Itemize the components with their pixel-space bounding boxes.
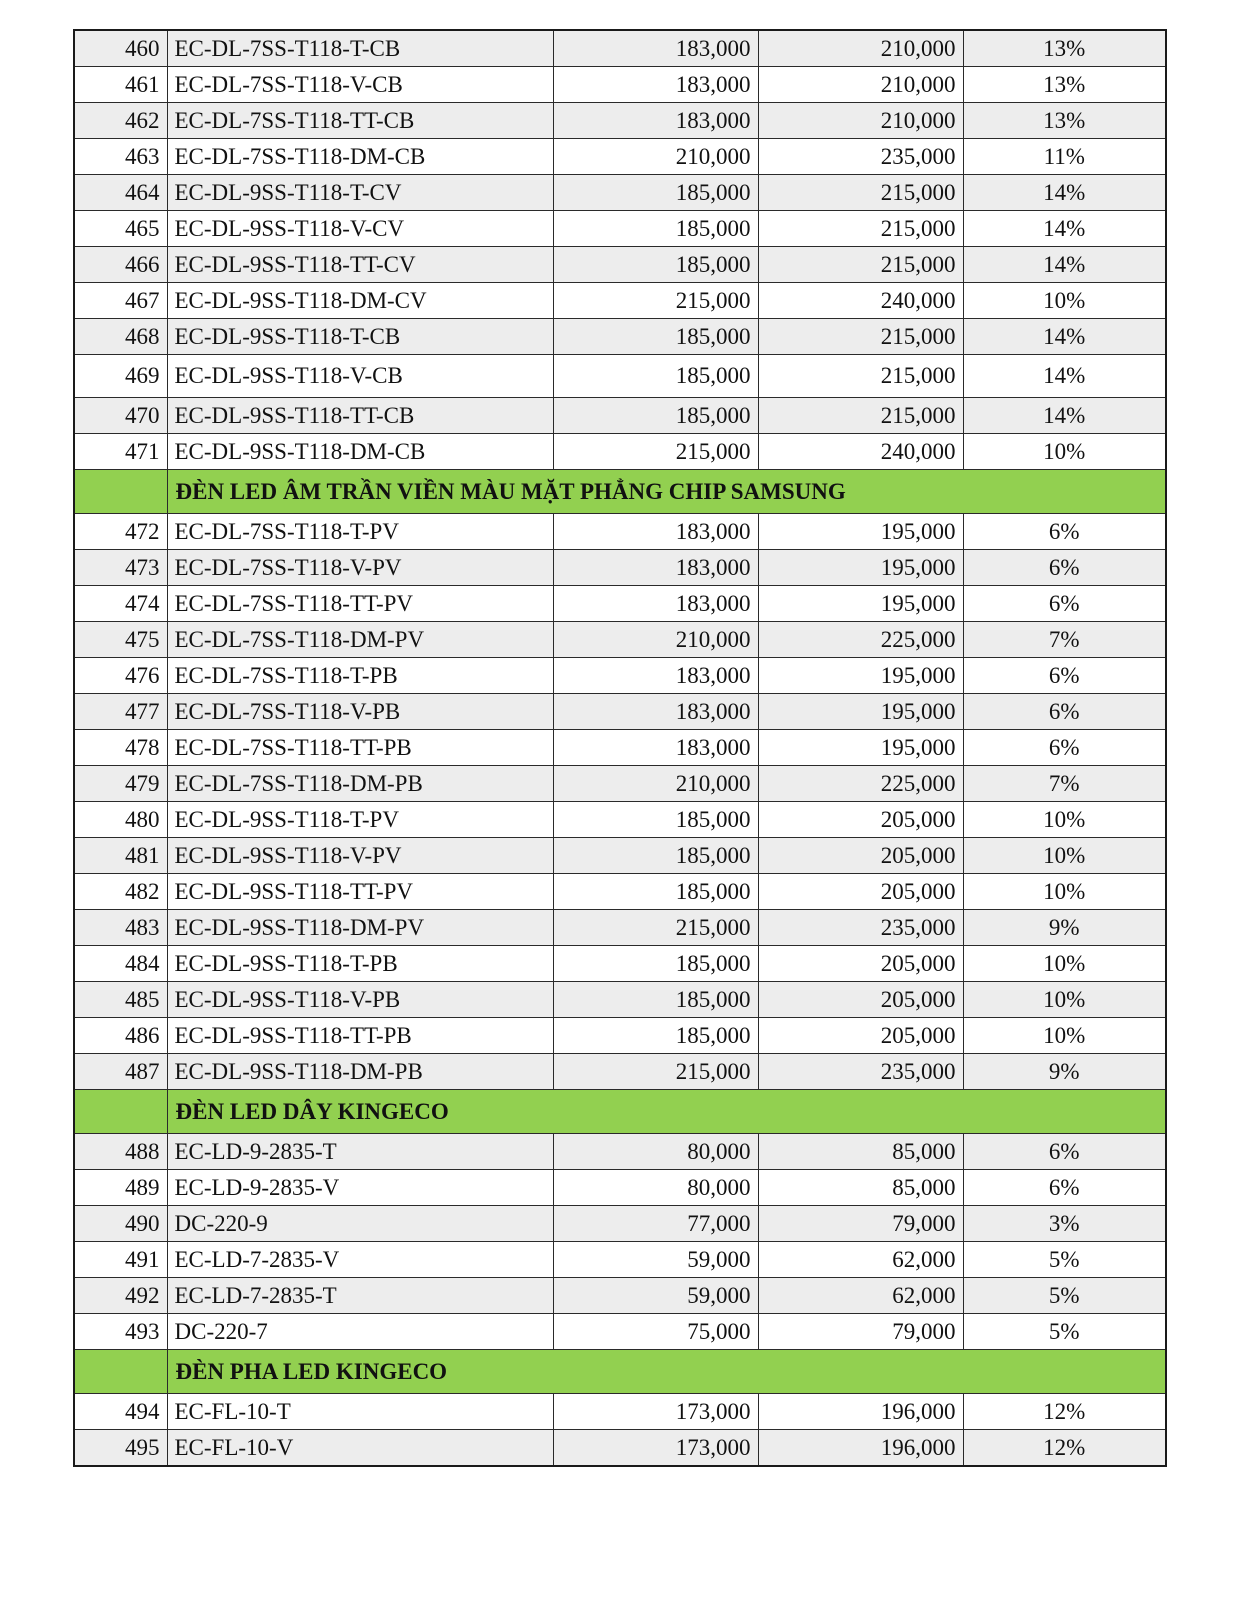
price-1-cell: 183,000 — [553, 586, 758, 622]
product-code-cell: EC-DL-7SS-T118-T-CB — [167, 30, 553, 67]
row-number-cell: 463 — [74, 139, 167, 175]
product-code-cell: EC-DL-9SS-T118-DM-CB — [167, 434, 553, 470]
table-row — [74, 1430, 1166, 1467]
percent-cell: 10% — [963, 802, 1166, 838]
section-header-row — [74, 1350, 1166, 1394]
row-number-cell: 486 — [74, 1018, 167, 1054]
price-1-cell: 80,000 — [553, 1170, 758, 1206]
row-number-cell: 467 — [74, 283, 167, 319]
product-code-cell: EC-FL-10-T — [167, 1394, 553, 1430]
row-number-cell: 465 — [74, 211, 167, 247]
table-row — [74, 103, 1166, 139]
product-code-cell: EC-DL-9SS-T118-DM-CV — [167, 283, 553, 319]
product-code-cell: EC-LD-9-2835-V — [167, 1170, 553, 1206]
price-1-cell: 185,000 — [553, 874, 758, 910]
percent-cell: 13% — [963, 30, 1166, 67]
product-code-cell: EC-DL-7SS-T118-V-PB — [167, 694, 553, 730]
price-1-cell: 185,000 — [553, 982, 758, 1018]
row-number-cell: 462 — [74, 103, 167, 139]
price-1-cell: 183,000 — [553, 694, 758, 730]
product-code-cell: DC-220-9 — [167, 1206, 553, 1242]
row-number-cell: 495 — [74, 1430, 167, 1467]
table-row — [74, 1314, 1166, 1350]
percent-cell: 10% — [963, 1018, 1166, 1054]
table-row — [74, 838, 1166, 874]
price-1-cell: 183,000 — [553, 514, 758, 550]
product-code-cell: EC-DL-9SS-T118-TT-PV — [167, 874, 553, 910]
row-number-cell: 461 — [74, 67, 167, 103]
section-blank-cell — [74, 470, 167, 514]
price-table — [73, 29, 1167, 1467]
percent-cell: 14% — [963, 175, 1166, 211]
row-number-cell: 481 — [74, 838, 167, 874]
table-row — [74, 319, 1166, 355]
product-code-cell: EC-DL-9SS-T118-T-PB — [167, 946, 553, 982]
table-body — [74, 30, 1166, 1466]
price-1-cell: 183,000 — [553, 30, 758, 67]
table-row — [74, 1206, 1166, 1242]
row-number-cell: 471 — [74, 434, 167, 470]
section-title: ĐÈN LED DÂY KINGECO — [167, 1090, 1166, 1134]
price-2-cell: 85,000 — [758, 1170, 963, 1206]
percent-cell: 6% — [963, 730, 1166, 766]
table-row — [74, 730, 1166, 766]
row-number-cell: 466 — [74, 247, 167, 283]
table-row — [74, 910, 1166, 946]
price-1-cell: 185,000 — [553, 838, 758, 874]
row-number-cell: 491 — [74, 1242, 167, 1278]
price-1-cell: 210,000 — [553, 766, 758, 802]
percent-cell: 9% — [963, 910, 1166, 946]
row-number-cell: 468 — [74, 319, 167, 355]
table-row — [74, 874, 1166, 910]
percent-cell: 14% — [963, 211, 1166, 247]
percent-cell: 10% — [963, 946, 1166, 982]
percent-cell: 13% — [963, 67, 1166, 103]
price-2-cell: 79,000 — [758, 1206, 963, 1242]
row-number-cell: 474 — [74, 586, 167, 622]
percent-cell: 14% — [963, 398, 1166, 434]
product-code-cell: EC-DL-9SS-T118-DM-PB — [167, 1054, 553, 1090]
percent-cell: 6% — [963, 1134, 1166, 1170]
price-1-cell: 75,000 — [553, 1314, 758, 1350]
percent-cell: 13% — [963, 103, 1166, 139]
percent-cell: 5% — [963, 1242, 1166, 1278]
table-row — [74, 1018, 1166, 1054]
product-code-cell: EC-DL-9SS-T118-V-PB — [167, 982, 553, 1018]
product-code-cell: EC-DL-9SS-T118-V-PV — [167, 838, 553, 874]
product-code-cell: EC-DL-9SS-T118-DM-PV — [167, 910, 553, 946]
table-row — [74, 1170, 1166, 1206]
price-2-cell: 215,000 — [758, 211, 963, 247]
price-2-cell: 195,000 — [758, 586, 963, 622]
table-row — [74, 398, 1166, 434]
price-2-cell: 235,000 — [758, 139, 963, 175]
price-2-cell: 235,000 — [758, 1054, 963, 1090]
price-2-cell: 215,000 — [758, 247, 963, 283]
product-code-cell: EC-DL-7SS-T118-DM-CB — [167, 139, 553, 175]
price-1-cell: 185,000 — [553, 319, 758, 355]
product-code-cell: EC-DL-9SS-T118-V-CV — [167, 211, 553, 247]
price-1-cell: 185,000 — [553, 175, 758, 211]
percent-cell: 6% — [963, 1170, 1166, 1206]
price-1-cell: 185,000 — [553, 802, 758, 838]
row-number-cell: 484 — [74, 946, 167, 982]
price-1-cell: 215,000 — [553, 1054, 758, 1090]
table-row — [74, 550, 1166, 586]
price-1-cell: 185,000 — [553, 398, 758, 434]
percent-cell: 3% — [963, 1206, 1166, 1242]
price-1-cell: 215,000 — [553, 910, 758, 946]
percent-cell: 14% — [963, 247, 1166, 283]
product-code-cell: EC-DL-7SS-T118-V-PV — [167, 550, 553, 586]
percent-cell: 7% — [963, 622, 1166, 658]
percent-cell: 14% — [963, 355, 1166, 398]
row-number-cell: 477 — [74, 694, 167, 730]
price-2-cell: 205,000 — [758, 946, 963, 982]
percent-cell: 12% — [963, 1394, 1166, 1430]
table-row — [74, 1242, 1166, 1278]
price-2-cell: 210,000 — [758, 103, 963, 139]
price-1-cell: 185,000 — [553, 1018, 758, 1054]
row-number-cell: 493 — [74, 1314, 167, 1350]
price-1-cell: 215,000 — [553, 283, 758, 319]
product-code-cell: EC-DL-7SS-T118-TT-PB — [167, 730, 553, 766]
price-1-cell: 183,000 — [553, 730, 758, 766]
product-code-cell: EC-DL-9SS-T118-TT-CV — [167, 247, 553, 283]
price-2-cell: 215,000 — [758, 355, 963, 398]
percent-cell: 10% — [963, 283, 1166, 319]
price-2-cell: 62,000 — [758, 1242, 963, 1278]
row-number-cell: 485 — [74, 982, 167, 1018]
percent-cell: 6% — [963, 694, 1166, 730]
section-title: ĐÈN LED ÂM TRẦN VIỀN MÀU MẶT PHẲNG CHIP SAMSUNG — [167, 470, 1166, 514]
product-code-cell: EC-DL-7SS-T118-DM-PV — [167, 622, 553, 658]
table-row — [74, 1054, 1166, 1090]
product-code-cell: EC-DL-7SS-T118-DM-PB — [167, 766, 553, 802]
table-row — [74, 658, 1166, 694]
product-code-cell: EC-DL-9SS-T118-T-CB — [167, 319, 553, 355]
table-row — [74, 175, 1166, 211]
price-1-cell: 185,000 — [553, 211, 758, 247]
row-number-cell: 488 — [74, 1134, 167, 1170]
price-1-cell: 80,000 — [553, 1134, 758, 1170]
percent-cell: 14% — [963, 319, 1166, 355]
price-1-cell: 183,000 — [553, 67, 758, 103]
percent-cell: 10% — [963, 838, 1166, 874]
table-row — [74, 355, 1166, 398]
table-row — [74, 514, 1166, 550]
price-2-cell: 205,000 — [758, 874, 963, 910]
section-blank-cell — [74, 1350, 167, 1394]
table-row — [74, 766, 1166, 802]
table-row — [74, 211, 1166, 247]
price-1-cell: 185,000 — [553, 355, 758, 398]
product-code-cell: EC-DL-9SS-T118-T-PV — [167, 802, 553, 838]
price-1-cell: 215,000 — [553, 434, 758, 470]
price-2-cell: 210,000 — [758, 30, 963, 67]
price-2-cell: 196,000 — [758, 1394, 963, 1430]
section-header-row — [74, 470, 1166, 514]
row-number-cell: 472 — [74, 514, 167, 550]
row-number-cell: 492 — [74, 1278, 167, 1314]
percent-cell: 6% — [963, 550, 1166, 586]
percent-cell: 5% — [963, 1278, 1166, 1314]
table-row — [74, 802, 1166, 838]
row-number-cell: 464 — [74, 175, 167, 211]
row-number-cell: 473 — [74, 550, 167, 586]
price-1-cell: 59,000 — [553, 1242, 758, 1278]
price-2-cell: 85,000 — [758, 1134, 963, 1170]
row-number-cell: 489 — [74, 1170, 167, 1206]
price-2-cell: 225,000 — [758, 766, 963, 802]
row-number-cell: 487 — [74, 1054, 167, 1090]
price-2-cell: 235,000 — [758, 910, 963, 946]
price-2-cell: 215,000 — [758, 175, 963, 211]
row-number-cell: 483 — [74, 910, 167, 946]
product-code-cell: EC-DL-9SS-T118-TT-CB — [167, 398, 553, 434]
price-1-cell: 185,000 — [553, 946, 758, 982]
table-row — [74, 30, 1166, 67]
price-2-cell: 205,000 — [758, 802, 963, 838]
price-2-cell: 240,000 — [758, 434, 963, 470]
percent-cell: 9% — [963, 1054, 1166, 1090]
price-1-cell: 210,000 — [553, 139, 758, 175]
product-code-cell: DC-220-7 — [167, 1314, 553, 1350]
price-1-cell: 59,000 — [553, 1278, 758, 1314]
percent-cell: 10% — [963, 874, 1166, 910]
row-number-cell: 460 — [74, 30, 167, 67]
price-2-cell: 79,000 — [758, 1314, 963, 1350]
price-1-cell: 183,000 — [553, 550, 758, 586]
percent-cell: 12% — [963, 1430, 1166, 1467]
price-2-cell: 205,000 — [758, 982, 963, 1018]
table-row — [74, 434, 1166, 470]
table-row — [74, 694, 1166, 730]
table-row — [74, 622, 1166, 658]
row-number-cell: 475 — [74, 622, 167, 658]
price-2-cell: 215,000 — [758, 319, 963, 355]
row-number-cell: 490 — [74, 1206, 167, 1242]
price-2-cell: 196,000 — [758, 1430, 963, 1467]
price-2-cell: 195,000 — [758, 550, 963, 586]
row-number-cell: 479 — [74, 766, 167, 802]
price-1-cell: 210,000 — [553, 622, 758, 658]
price-2-cell: 210,000 — [758, 67, 963, 103]
price-1-cell: 183,000 — [553, 103, 758, 139]
product-code-cell: EC-DL-7SS-T118-TT-PV — [167, 586, 553, 622]
price-2-cell: 215,000 — [758, 398, 963, 434]
price-2-cell: 195,000 — [758, 514, 963, 550]
percent-cell: 6% — [963, 658, 1166, 694]
price-2-cell: 240,000 — [758, 283, 963, 319]
product-code-cell: EC-DL-9SS-T118-V-CB — [167, 355, 553, 398]
product-code-cell: EC-DL-9SS-T118-T-CV — [167, 175, 553, 211]
table-row — [74, 247, 1166, 283]
table-row — [74, 283, 1166, 319]
table-row — [74, 67, 1166, 103]
price-1-cell: 77,000 — [553, 1206, 758, 1242]
price-2-cell: 195,000 — [758, 730, 963, 766]
price-2-cell: 205,000 — [758, 1018, 963, 1054]
price-2-cell: 205,000 — [758, 838, 963, 874]
product-code-cell: EC-DL-7SS-T118-T-PV — [167, 514, 553, 550]
product-code-cell: EC-LD-7-2835-T — [167, 1278, 553, 1314]
price-1-cell: 173,000 — [553, 1394, 758, 1430]
percent-cell: 10% — [963, 434, 1166, 470]
row-number-cell: 482 — [74, 874, 167, 910]
row-number-cell: 476 — [74, 658, 167, 694]
section-header-row — [74, 1090, 1166, 1134]
table-row — [74, 1278, 1166, 1314]
row-number-cell: 480 — [74, 802, 167, 838]
percent-cell: 6% — [963, 514, 1166, 550]
price-1-cell: 185,000 — [553, 247, 758, 283]
row-number-cell: 478 — [74, 730, 167, 766]
table-row — [74, 1134, 1166, 1170]
row-number-cell: 469 — [74, 355, 167, 398]
price-1-cell: 183,000 — [553, 658, 758, 694]
table-row — [74, 982, 1166, 1018]
table-row — [74, 139, 1166, 175]
table-row — [74, 1394, 1166, 1430]
price-2-cell: 225,000 — [758, 622, 963, 658]
product-code-cell: EC-FL-10-V — [167, 1430, 553, 1467]
percent-cell: 11% — [963, 139, 1166, 175]
table-row — [74, 946, 1166, 982]
price-2-cell: 195,000 — [758, 658, 963, 694]
percent-cell: 7% — [963, 766, 1166, 802]
product-code-cell: EC-DL-7SS-T118-TT-CB — [167, 103, 553, 139]
row-number-cell: 494 — [74, 1394, 167, 1430]
row-number-cell: 470 — [74, 398, 167, 434]
product-code-cell: EC-DL-9SS-T118-TT-PB — [167, 1018, 553, 1054]
table-row — [74, 586, 1166, 622]
price-1-cell: 173,000 — [553, 1430, 758, 1467]
percent-cell: 10% — [963, 982, 1166, 1018]
price-2-cell: 195,000 — [758, 694, 963, 730]
product-code-cell: EC-DL-7SS-T118-T-PB — [167, 658, 553, 694]
product-code-cell: EC-LD-7-2835-V — [167, 1242, 553, 1278]
percent-cell: 6% — [963, 586, 1166, 622]
percent-cell: 5% — [963, 1314, 1166, 1350]
section-title: ĐÈN PHA LED KINGECO — [167, 1350, 1166, 1394]
price-2-cell: 62,000 — [758, 1278, 963, 1314]
section-blank-cell — [74, 1090, 167, 1134]
product-code-cell: EC-LD-9-2835-T — [167, 1134, 553, 1170]
product-code-cell: EC-DL-7SS-T118-V-CB — [167, 67, 553, 103]
